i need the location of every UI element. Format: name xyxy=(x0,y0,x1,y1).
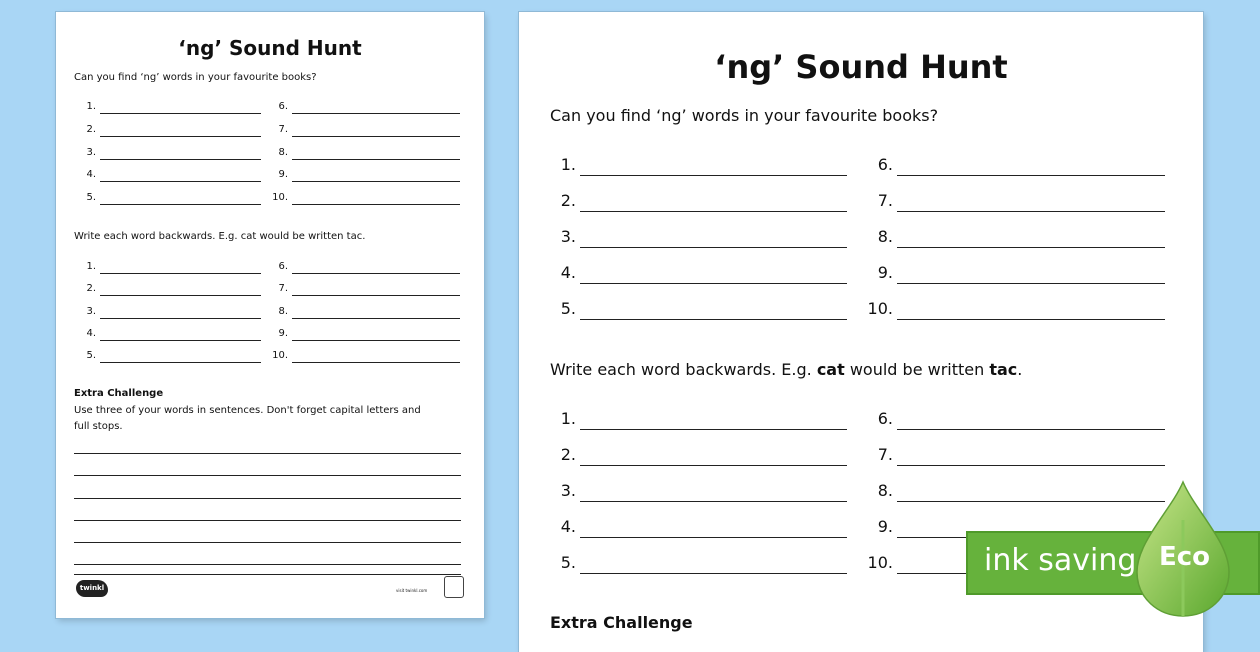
answer-line: 2. xyxy=(74,124,261,138)
answer-line: 1. xyxy=(540,155,847,177)
answer-line: 4. xyxy=(74,169,261,183)
answer-line: 9. xyxy=(857,263,1165,285)
answer-line: 3. xyxy=(74,306,261,320)
answer-line: 4. xyxy=(74,328,261,342)
answer-line: 3. xyxy=(540,481,847,503)
example-word: cat xyxy=(816,360,845,379)
instruction-backwards: Write each word backwards. E.g. cat would be written tac. xyxy=(74,231,366,242)
answer-line: 10. xyxy=(857,299,1165,321)
instruction-find-words: Can you find ‘ng’ words in your favourite books? xyxy=(74,72,317,83)
sheet-title: ‘ng’ Sound Hunt xyxy=(714,48,1008,86)
answer-line: 9. xyxy=(857,517,1165,539)
eco-drop-icon xyxy=(1133,480,1233,620)
answer-line: 8. xyxy=(857,481,1165,503)
answer-line: 10. xyxy=(857,553,1165,575)
writing-line xyxy=(74,498,461,499)
answer-line: 7. xyxy=(266,283,460,297)
answer-line: 2. xyxy=(540,445,847,467)
writing-line xyxy=(74,453,461,454)
answer-line: 7. xyxy=(857,445,1165,467)
answer-line: 4. xyxy=(540,263,847,285)
footer-url: visit twinkl.com xyxy=(396,588,428,593)
writing-line xyxy=(74,542,461,543)
writing-line xyxy=(74,564,461,565)
ink-saving-label: ink saving xyxy=(984,543,1137,578)
answer-line: 5. xyxy=(540,553,847,575)
answer-line: 10. xyxy=(266,192,460,206)
twinkl-logo: twinkl xyxy=(76,580,108,597)
answer-line: 10. xyxy=(266,350,460,364)
answer-line: 4. xyxy=(540,517,847,539)
writing-line xyxy=(74,520,461,521)
answer-line: 6. xyxy=(266,101,460,115)
answer-line: 1. xyxy=(74,101,261,115)
worksheet-thumbnail xyxy=(56,12,484,618)
instruction-find-words: Can you find ‘ng’ words in your favourite books? xyxy=(550,106,939,125)
footer-divider xyxy=(74,574,461,575)
example-word-reversed: tac xyxy=(989,360,1018,379)
answer-line: 8. xyxy=(266,306,460,320)
challenge-title: Extra Challenge xyxy=(550,613,693,632)
answer-line: 1. xyxy=(540,409,847,431)
answer-line: 9. xyxy=(266,169,460,183)
answer-line: 6. xyxy=(857,409,1165,431)
answer-line: 9. xyxy=(266,328,460,342)
answer-line: 5. xyxy=(540,299,847,321)
answer-line: 5. xyxy=(74,192,261,206)
challenge-text: Use three of your words in sentences. Don't forget capital letters and full stops. xyxy=(74,405,421,432)
answer-line: 8. xyxy=(266,147,460,161)
answer-line: 2. xyxy=(74,283,261,297)
answer-line: 6. xyxy=(857,155,1165,177)
writing-line xyxy=(74,475,461,476)
answer-line: 7. xyxy=(857,191,1165,213)
eco-label: Eco xyxy=(1159,542,1211,572)
sheet-title: ‘ng’ Sound Hunt xyxy=(178,36,362,60)
footer-badge-icon xyxy=(444,576,464,598)
answer-line: 2. xyxy=(540,191,847,213)
answer-line: 3. xyxy=(74,147,261,161)
instruction-backwards: Write each word backwards. E.g. cat would be written tac. xyxy=(550,360,1023,379)
answer-line: 1. xyxy=(74,261,261,275)
answer-line: 7. xyxy=(266,124,460,138)
answer-line: 8. xyxy=(857,227,1165,249)
answer-line: 5. xyxy=(74,350,261,364)
answer-line: 6. xyxy=(266,261,460,275)
challenge-title: Extra Challenge xyxy=(74,388,164,399)
answer-line: 3. xyxy=(540,227,847,249)
